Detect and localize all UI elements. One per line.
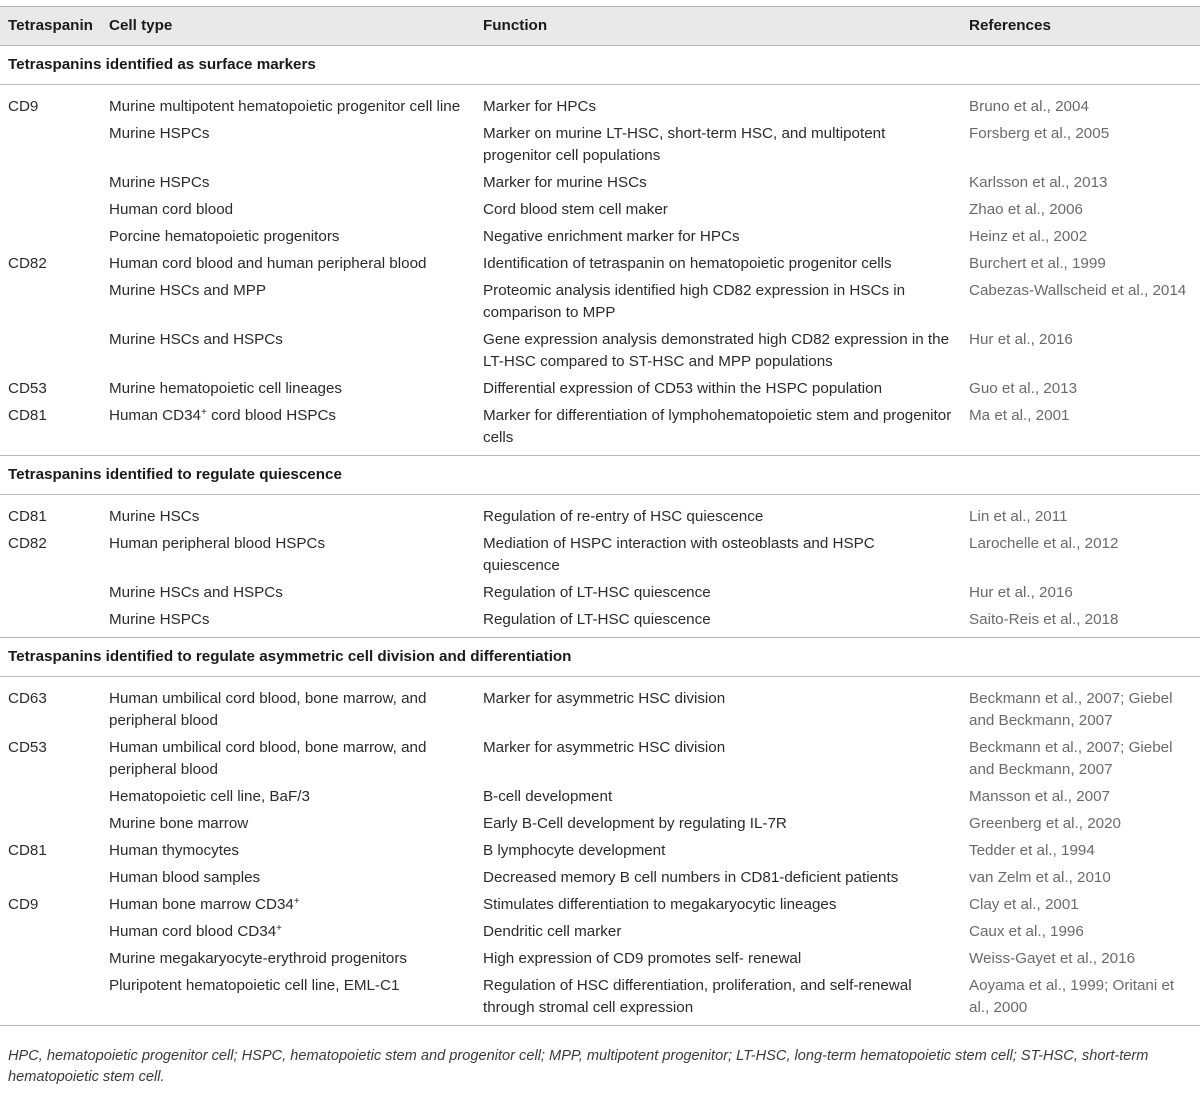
- section-title: Tetraspanins identified to regulate asymmetric cell division and differentiation: [0, 638, 1200, 677]
- cell-references[interactable]: Caux et al., 1996: [969, 923, 1084, 940]
- cell-references[interactable]: Mansson et al., 2007: [969, 788, 1110, 805]
- cell-references[interactable]: Hur et al., 2016: [969, 331, 1073, 348]
- cell-tetraspanin: [0, 606, 101, 638]
- cell-cell-type: Murine multipotent hematopoietic progenitor cell line: [109, 98, 461, 115]
- cell-references[interactable]: Greenberg et al., 2020: [969, 815, 1121, 832]
- table-row: [0, 579, 1200, 606]
- cell-cell-type: Murine hematopoietic cell lineages: [109, 380, 343, 397]
- cell-references[interactable]: Guo et al., 2013: [969, 380, 1078, 397]
- cell-cell-type: Murine bone marrow: [109, 815, 249, 832]
- table-row: [0, 277, 1200, 326]
- header-cell-type: Cell type: [101, 7, 475, 46]
- table-row: [0, 918, 1200, 945]
- section-title: Tetraspanins identified to regulate quiescence: [0, 456, 1200, 495]
- section-title: Tetraspanins identified as surface markers: [0, 46, 1200, 85]
- cell-function: Regulation of re-entry of HSC quiescence: [483, 508, 764, 525]
- table-row: [0, 93, 1200, 120]
- cell-tetraspanin: [0, 918, 101, 945]
- cell-cell-type: Murine HSCs and HSPCs: [109, 331, 283, 348]
- cell-tetraspanin: CD82: [8, 535, 47, 552]
- cell-cell-type: Human cord blood and human peripheral blood: [109, 255, 427, 272]
- cell-function: Mediation of HSPC interaction with osteoblasts and HSPC quiescence: [483, 535, 875, 574]
- cell-function: Dendritic cell marker: [483, 923, 622, 940]
- table-row: [0, 223, 1200, 250]
- cell-tetraspanin: [0, 169, 101, 196]
- table-row: [0, 972, 1200, 1026]
- cell-function: Regulation of LT-HSC quiescence: [475, 606, 961, 638]
- cell-function: Differential expression of CD53 within the HSPC population: [483, 380, 883, 397]
- cell-references[interactable]: Ma et al., 2001: [961, 402, 1200, 456]
- table-row: [0, 250, 1200, 277]
- cell-function: Regulation of HSC differentiation, proliferation, and self-renewal through stromal cell expression: [475, 972, 961, 1026]
- cell-function: Marker on murine LT-HSC, short-term HSC, and multipotent progenitor cell populations: [483, 125, 886, 164]
- cell-tetraspanin: [0, 972, 101, 1026]
- cell-tetraspanin: [0, 810, 101, 837]
- table-row: [0, 837, 1200, 864]
- cell-tetraspanin: [0, 945, 101, 972]
- cell-tetraspanin: [0, 864, 101, 891]
- cell-cell-type: Pluripotent hematopoietic cell line, EML-C1: [101, 972, 475, 1026]
- cell-cell-type: Murine HSPCs: [109, 174, 210, 191]
- cell-references[interactable]: Clay et al., 2001: [969, 896, 1079, 913]
- table-row: [0, 783, 1200, 810]
- cell-cell-type: Murine HSCs and HSPCs: [109, 584, 283, 601]
- tetraspanin-table: [0, 6, 1200, 1026]
- section-spacer: [0, 85, 1200, 94]
- cell-references[interactable]: van Zelm et al., 2010: [969, 869, 1111, 886]
- cell-references[interactable]: Tedder et al., 1994: [969, 842, 1095, 859]
- cell-references[interactable]: Weiss-Gayet et al., 2016: [969, 950, 1136, 967]
- cell-cell-type: [101, 402, 475, 456]
- cell-cell-type: Murine HSPCs: [109, 125, 210, 142]
- cell-cell-type: Hematopoietic cell line, BaF/3: [109, 788, 310, 805]
- cell-tetraspanin: [0, 196, 101, 223]
- cell-references[interactable]: Zhao et al., 2006: [969, 201, 1083, 218]
- cell-tetraspanin: CD81: [8, 842, 47, 859]
- header-tetraspanin: Tetraspanin: [0, 7, 101, 46]
- cell-function: Stimulates differentiation to megakaryocytic lineages: [483, 896, 837, 913]
- cell-tetraspanin: [0, 326, 101, 375]
- table-row: [0, 120, 1200, 169]
- cell-tetraspanin: CD53: [8, 739, 47, 756]
- table-row: [0, 169, 1200, 196]
- cell-function: Marker for asymmetric HSC division: [483, 690, 726, 707]
- cell-function: Marker for differentiation of lymphohematopoietic stem and progenitor cells: [475, 402, 961, 456]
- cell-cell-type: Human thymocytes: [109, 842, 239, 859]
- cell-cell-type: Porcine hematopoietic progenitors: [109, 228, 340, 245]
- cell-function: Regulation of LT-HSC quiescence: [483, 584, 711, 601]
- cell-function: Early B-Cell development by regulating IL-7R: [483, 815, 787, 832]
- cell-function: Gene expression analysis demonstrated high CD82 expression in the LT-HSC compared to ST-HSC and MPP populations: [483, 331, 950, 370]
- cell-tetraspanin: [0, 120, 101, 169]
- table-row: [0, 196, 1200, 223]
- table-row: [0, 810, 1200, 837]
- table-row: [0, 606, 1200, 638]
- table-row: [0, 734, 1200, 783]
- cell-references[interactable]: Larochelle et al., 2012: [969, 535, 1119, 552]
- cell-tetraspanin: CD9: [8, 896, 39, 913]
- section-spacer: [0, 495, 1200, 504]
- cell-type-text: Human bone marrow CD34: [109, 896, 294, 913]
- cell-cell-type: Murine HSCs: [109, 508, 200, 525]
- cell-references[interactable]: Aoyama et al., 1999; Oritani et al., 2000: [961, 972, 1200, 1026]
- table-row: [0, 375, 1200, 402]
- cell-tetraspanin: CD81: [8, 508, 47, 525]
- cell-function: Identification of tetraspanin on hematopoietic progenitor cells: [483, 255, 892, 272]
- table-row: [0, 402, 1200, 456]
- cell-references[interactable]: Saito-Reis et al., 2018: [961, 606, 1200, 638]
- section-heading-row: [0, 46, 1200, 85]
- cell-cell-type: Human cord blood: [109, 201, 234, 218]
- table-footnote: HPC, hematopoietic progenitor cell; HSPC, hematopoietic stem and progenitor cell; MPP, multipotent progenitor; LT-HSC, long-term hematopoietic stem cell; ST-HSC, short-term hematopoietic stem cell.: [8, 1048, 1149, 1085]
- cell-tetraspanin: [0, 783, 101, 810]
- table-row: [0, 864, 1200, 891]
- table-row: [0, 945, 1200, 972]
- cell-cell-type: Murine HSPCs: [101, 606, 475, 638]
- cell-function: B-cell development: [483, 788, 613, 805]
- header-references: References: [961, 7, 1200, 46]
- superscript-plus: +: [201, 407, 207, 418]
- superscript-plus: +: [276, 923, 282, 934]
- table-row: [0, 503, 1200, 530]
- section-heading-row: [0, 638, 1200, 677]
- table-row: [0, 530, 1200, 579]
- table-row: [0, 326, 1200, 375]
- cell-function: Marker for HPCs: [483, 98, 597, 115]
- cell-references[interactable]: Heinz et al., 2002: [969, 228, 1088, 245]
- section-heading-row: [0, 456, 1200, 495]
- cell-function: Cord blood stem cell maker: [483, 201, 668, 218]
- cell-tetraspanin: CD53: [8, 380, 47, 397]
- cell-tetraspanin: [0, 579, 101, 606]
- cell-function: Marker for asymmetric HSC division: [483, 739, 726, 756]
- cell-tetraspanin: CD82: [8, 255, 47, 272]
- cell-tetraspanin: [0, 277, 101, 326]
- spacer-cell: [0, 677, 1200, 686]
- cell-references[interactable]: Lin et al., 2011: [969, 508, 1068, 525]
- cell-references[interactable]: Hur et al., 2016: [969, 584, 1073, 601]
- cell-type-text: Human cord blood CD34: [109, 923, 277, 940]
- cell-cell-type: Murine HSCs and MPP: [109, 282, 266, 299]
- cell-function: B lymphocyte development: [483, 842, 666, 859]
- cell-tetraspanin: CD81: [0, 402, 101, 456]
- cell-cell-type: Murine megakaryocyte-erythroid progenitors: [109, 950, 407, 967]
- cell-function: High expression of CD9 promotes self- renewal: [483, 950, 802, 967]
- table-body: [0, 46, 1200, 1026]
- cell-references[interactable]: Bruno et al., 2004: [969, 98, 1089, 115]
- table-header-row: [0, 7, 1200, 46]
- cell-tetraspanin: CD63: [8, 690, 47, 707]
- cell-references[interactable]: Beckmann et al., 2007; Giebel and Beckmann, 2007: [969, 739, 1173, 778]
- spacer-cell: [0, 85, 1200, 94]
- cell-function: Proteomic analysis identified high CD82 expression in HSCs in comparison to MPP: [483, 282, 906, 321]
- section-spacer: [0, 677, 1200, 686]
- spacer-cell: [0, 495, 1200, 504]
- superscript-plus: +: [293, 896, 300, 907]
- cell-references[interactable]: Cabezas-Wallscheid et al., 2014: [969, 282, 1187, 299]
- header-function: Function: [475, 7, 961, 46]
- cell-cell-type: Human peripheral blood HSPCs: [109, 535, 326, 552]
- table-row: [0, 685, 1200, 734]
- cell-function: Decreased memory B cell numbers in CD81-deficient patients: [483, 869, 899, 886]
- cell-cell-type: Human umbilical cord blood, bone marrow, and peripheral blood: [109, 690, 427, 729]
- cell-cell-type: Human umbilical cord blood, bone marrow, and peripheral blood: [109, 739, 427, 778]
- cell-references[interactable]: Forsberg et al., 2005: [969, 125, 1110, 142]
- cell-function: Marker for murine HSCs: [483, 174, 647, 191]
- cell-cell-type: [101, 918, 475, 945]
- table-row: [0, 891, 1200, 918]
- cell-type-text: Human CD34: [109, 407, 202, 424]
- cell-cell-type: [101, 891, 475, 918]
- cell-function: Negative enrichment marker for HPCs: [483, 228, 740, 245]
- cell-tetraspanin: CD9: [8, 98, 39, 115]
- cell-references[interactable]: Karlsson et al., 2013: [969, 174, 1108, 191]
- cell-references[interactable]: Beckmann et al., 2007; Giebel and Beckmann, 2007: [969, 690, 1173, 729]
- cell-references[interactable]: Burchert et al., 1999: [969, 255, 1106, 272]
- cell-tetraspanin: [0, 223, 101, 250]
- cell-cell-type: Human blood samples: [109, 869, 261, 886]
- cell-type-suffix: cord blood HSPCs: [206, 407, 337, 424]
